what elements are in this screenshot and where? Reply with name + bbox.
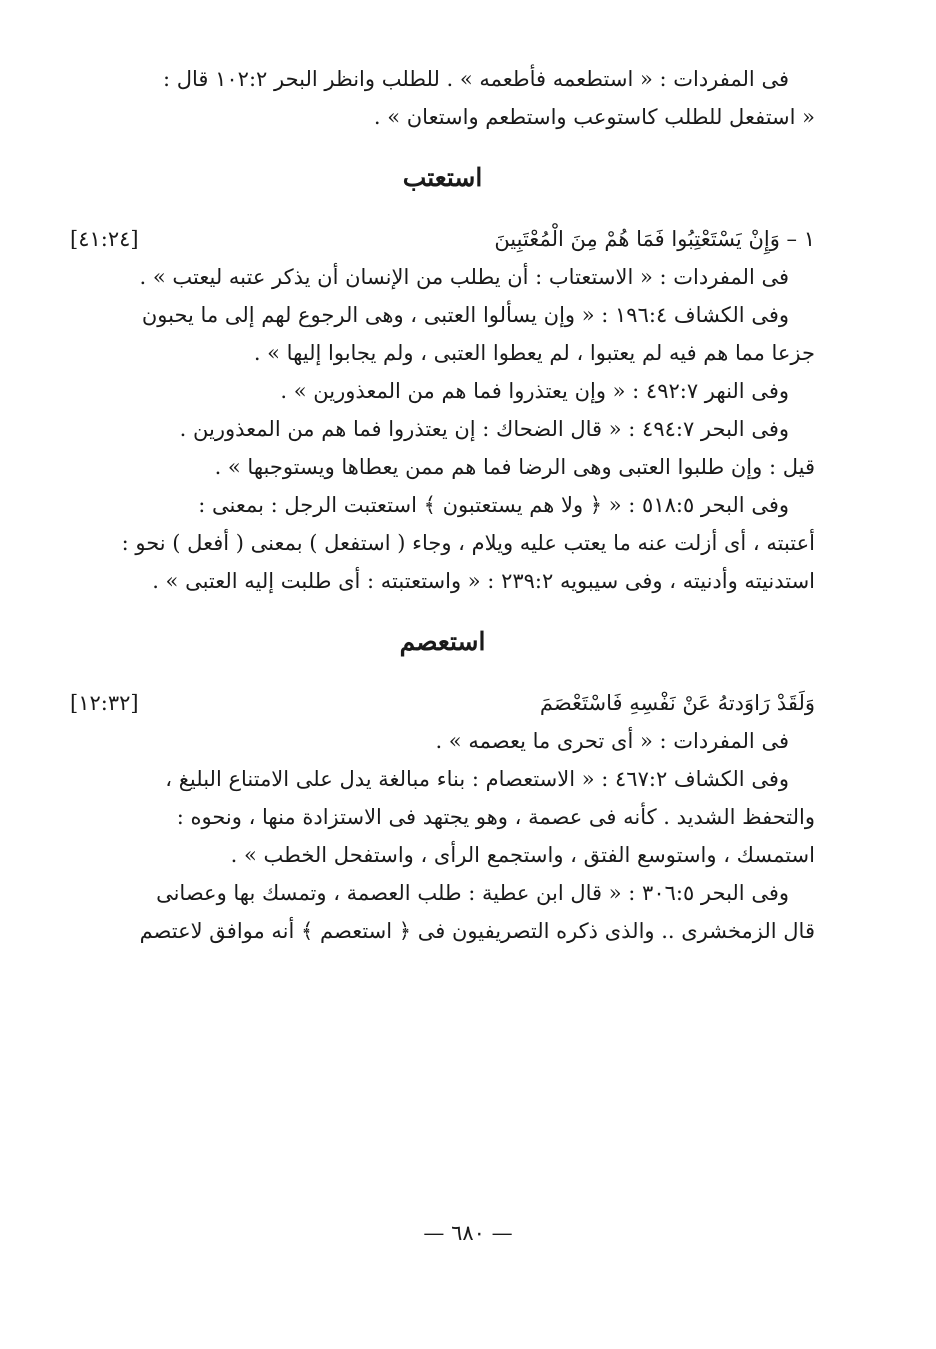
intro-line-2: « استفعل للطلب كاستوعب واستطعم واستعان » .: [373, 105, 815, 129]
s2-line-2: والتحفظ الشديد . كأنه فى عصمة ، وهو يجتهد فى الاستزادة منها ، ونحوه :: [176, 805, 815, 829]
page-body: [70, 60, 815, 950]
verse-text-1: ١ – وَإِنْ يَسْتَعْتِبُوا فَمَا هُمْ مِنَ الْمُعْتَبِينَ: [494, 227, 815, 251]
s2-line-1: وفى الكشاف ٤٦٧:٢ : « الاستعصام : بناء مبالغة يدل على الامتناع البليغ ،: [165, 767, 789, 791]
s1-line-8: استدنيته وأدنيته ، وفى سيبويه ٢٣٩:٢ : « واستعتبته : أى طلبت إليه العتبى » .: [152, 569, 815, 593]
s1-line-3: وفى النهر ٤٩٢:٧ : « وإن يعتذروا فما هم من المعذورين » .: [280, 379, 789, 403]
verse-ref-2: [١٢:٣٢]: [70, 691, 139, 715]
section-title-istatab: استعتب: [402, 163, 483, 192]
s2-line-4: وفى البحر ٣٠٦:٥ : « قال ابن عطية : طلب العصمة ، وتمسك بها وعصانى: [156, 881, 789, 905]
s1-line-5: قيل : وإن طلبوا العتبى وهى الرضا فما هم ممن يعطاها ويستوجبها » .: [214, 455, 815, 479]
s2-line-0: فى المفردات : « أى تحرى ما يعصمه » .: [435, 729, 789, 753]
page-number: — ٦٨٠ —: [423, 1221, 513, 1245]
verse-row-2: [70, 684, 815, 722]
s2-line-3: استمسك ، واستوسع الفتق ، واستجمع الرأى ، واستفحل الخطب » .: [230, 843, 815, 867]
s1-line-6: وفى البحر ٥١٨:٥ : « ﴿ ولا هم يستعتبون ﴾ استعتبت الرجل : بمعنى :: [198, 493, 789, 517]
s2-line-5: قال الزمخشرى .. والذى ذكره التصريفيون فى ﴿ استعصم ﴾ أنه موافق لاعتصم: [139, 919, 815, 943]
s1-line-2: جزعا مما هم فيه لم يعتبوا ، لم يعطوا العتبى ، ولم يجابوا إليها » .: [253, 341, 815, 365]
s1-line-7: أعتبته ، أى أزلت عنه ما يعتب عليه ويلام ، وجاء ( استفعل ) بمعنى ( أفعل ) نحو :: [121, 531, 815, 555]
s1-line-0: فى المفردات : « الاستعتاب : أن يطلب من الإنسان أن يذكر عتبه ليعتب » .: [139, 265, 789, 289]
s1-line-1: وفى الكشاف ١٩٦:٤ : « وإن يسألوا العتبى ، وهى الرجوع لهم إلى ما يحبون: [141, 303, 789, 327]
section-title-istasam: استعصم: [399, 627, 486, 656]
intro-line-1: فى المفردات : « استطعمه فأطعمه » . للطلب وانظر البحر ١٠٢:٢ قال :: [163, 67, 789, 91]
verse-row-1: [70, 220, 815, 258]
verse-ref-1: [٤١:٢٤]: [70, 227, 139, 251]
s1-line-4: وفى البحر ٤٩٤:٧ : « قال الضحاك : إن يعتذروا فما هم من المعذورين .: [179, 417, 789, 441]
verse-text-2: وَلَقَدْ رَاوَدتهُ عَنْ نَفْسِهِ فَاسْتَعْصَمَ: [539, 691, 815, 715]
